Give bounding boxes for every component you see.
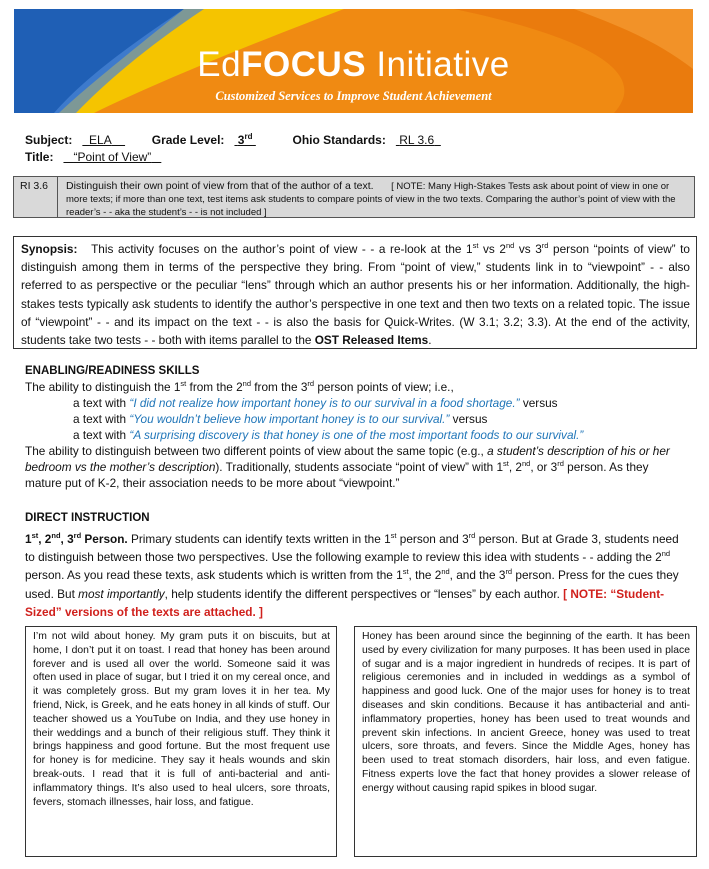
standard-text: Distinguish their own point of view from that of the author of a text. [ NOTE: Many High-Stakes Tests ask about point of view in one or more texts; if more than one text, test items ask students to compare points of view in the two texts. Comparing the author’s point of view with the reader’s - - aka the student’s - - is not included ] — [66, 180, 676, 218]
brand-subtitle: Customized Services to Improve Student Achievement — [215, 89, 492, 103]
standards-value: RL 3.6 — [399, 133, 435, 147]
story-third-person: Honey has been around since the beginning of the earth. It has been used by every civilization for many purposes. It has been used in place of sugar and is a major ingredient in hundreds of recipes. It is part of religious ceremonies and in included in weddings as a symbol of happiness and good luck. One of the major uses for honey is to treat diseases and skin conditions. Because it has antibacterial and anti-inflammatory properties, honey has been used to treat wounds and prevent skin infections. In ancient Greece, honey was used to treat ulcers, sore throats, and fevers. Since the Middle Ages, honey has been used to treat stomach disorders, hair loss, and even fatigue. Fitness experts love the fact that honey provides a slower release of energy without causing rapid spikes in blood sugar. — [354, 626, 697, 857]
example-second-person: a text with “You wouldn’t believe how important honey is to our survival.” versus — [73, 412, 488, 426]
standard-code: RI 3.6 — [20, 180, 49, 192]
subject-label: Subject: — [25, 133, 73, 147]
enabling-section — [25, 363, 685, 491]
meta-line-title — [25, 150, 161, 164]
title-value: “Point of View” — [73, 150, 152, 164]
brand-title: EdFOCUS Initiative — [197, 45, 510, 84]
standard-note: [ NOTE: Many High-Stakes Tests ask about point of view in one or more texts; if more than one text, test items ask students to compare points of view in the two texts. Comparing the author’s point of view with the reader’s - - aka the student’s - - is not included ] — [66, 181, 676, 218]
enabling-paragraph-2: The ability to distinguish between two different points of view about the same topic (e.g., a student’s description of his or her bedroom vs the mother’s description). Traditionally, students associate “point of view” with 1st, 2nd, or 3rd person. As they mature put of K-2, their association needs to be more about “viewpoint.” — [25, 444, 670, 490]
standard-box — [13, 176, 695, 218]
ost-items: OST Released Items — [314, 333, 429, 348]
synopsis-label: Synopsis: — [21, 242, 78, 256]
example-third-person: a text with “A surprising discovery is that honey is one of the most important foods to our survival.” — [73, 428, 584, 442]
enabling-intro: The ability to distinguish the 1st from the 2nd from the 3rd person points of view; i.e., — [25, 379, 454, 394]
direct-paragraph: 1st, 2nd, 3rd Person. Primary students can identify texts written in the 1st person and 3rd person. But at Grade 3, students need to distinguish between those two perspectives. Use the following example to review this idea with students - - adding the 2nd person. As you read these texts, ask students which is written from the 1st, the 2nd, and the 3rd person. Press for the cues they used. But most importantly, help students identify the different perspectives or “lenses” by each author. [ NOTE: “Student-Sized” versions of the texts are attached. ] — [25, 531, 679, 619]
standard-divider — [57, 177, 58, 217]
meta-line-subject — [25, 133, 441, 147]
grade-value: 3rd — [237, 132, 253, 147]
example-first-person: a text with “I did not realize how important honey is to our survival in a food shortage.” versus — [73, 396, 558, 410]
header-banner — [14, 9, 693, 113]
story-first-person: I’m not wild about honey. My gram puts it on biscuits, but at home, I don’t put it on toast. I read that honey has been around forever and is used all over the world. Someone said it was often used in place of sugar, but I tried it on my cereal once, and it was completely gross. But my gram loves it in her tea. My friend, Nick, is Greek, and he eats honey in all kinds of stuff. Our teacher showed us a YouTube on India, and they use honey in their weddings and a bunch of their religious stuff. They think it brings happiness and good fortune. But the most frequent use for honey is for medicine. They say it heals wounds and skin break-outs. I read that it is full of anti-bacterial and anti-inflammatory things. It’s also used to heal ulcers, sore throats, fevers, stomach illnesses, hair loss, and fatigue. — [25, 626, 337, 857]
standards-label: Ohio Standards: — [292, 133, 386, 147]
grade-label: Grade Level: — [151, 133, 225, 147]
student-sized-note: [ NOTE: “Student-Sized” versions of the texts are attached. ] — [25, 586, 665, 619]
subject-value: ELA — [89, 133, 112, 147]
synopsis-box: Synopsis: This activity focuses on the author’s point of view - - a re-look at the 1st vs 2nd vs 3rd person “points of view” to distinguish among them in terms of the perspective they bring. From “point of view,” students link in to “viewpoint” - - also referred to as perspective or the peculiar “lens” through which an author presents his or her information. Additionally, the high-stakes tests typically ask students to identify the author’s perspective in one text and then two texts on a related topic. The issue of “viewpoint” - - and its impact on the text - - is also the basis for Quick-Writes. (W 3.1; 3.2; 3.3). At the end of the activity, students take two tests - - both with items parallel to the OST Released Items. — [13, 236, 697, 349]
direct-heading: DIRECT INSTRUCTION — [25, 512, 150, 524]
direct-instruction-section — [25, 510, 685, 621]
enabling-heading: ENABLING/READINESS SKILLS — [25, 365, 200, 377]
title-label: Title: — [25, 150, 54, 164]
